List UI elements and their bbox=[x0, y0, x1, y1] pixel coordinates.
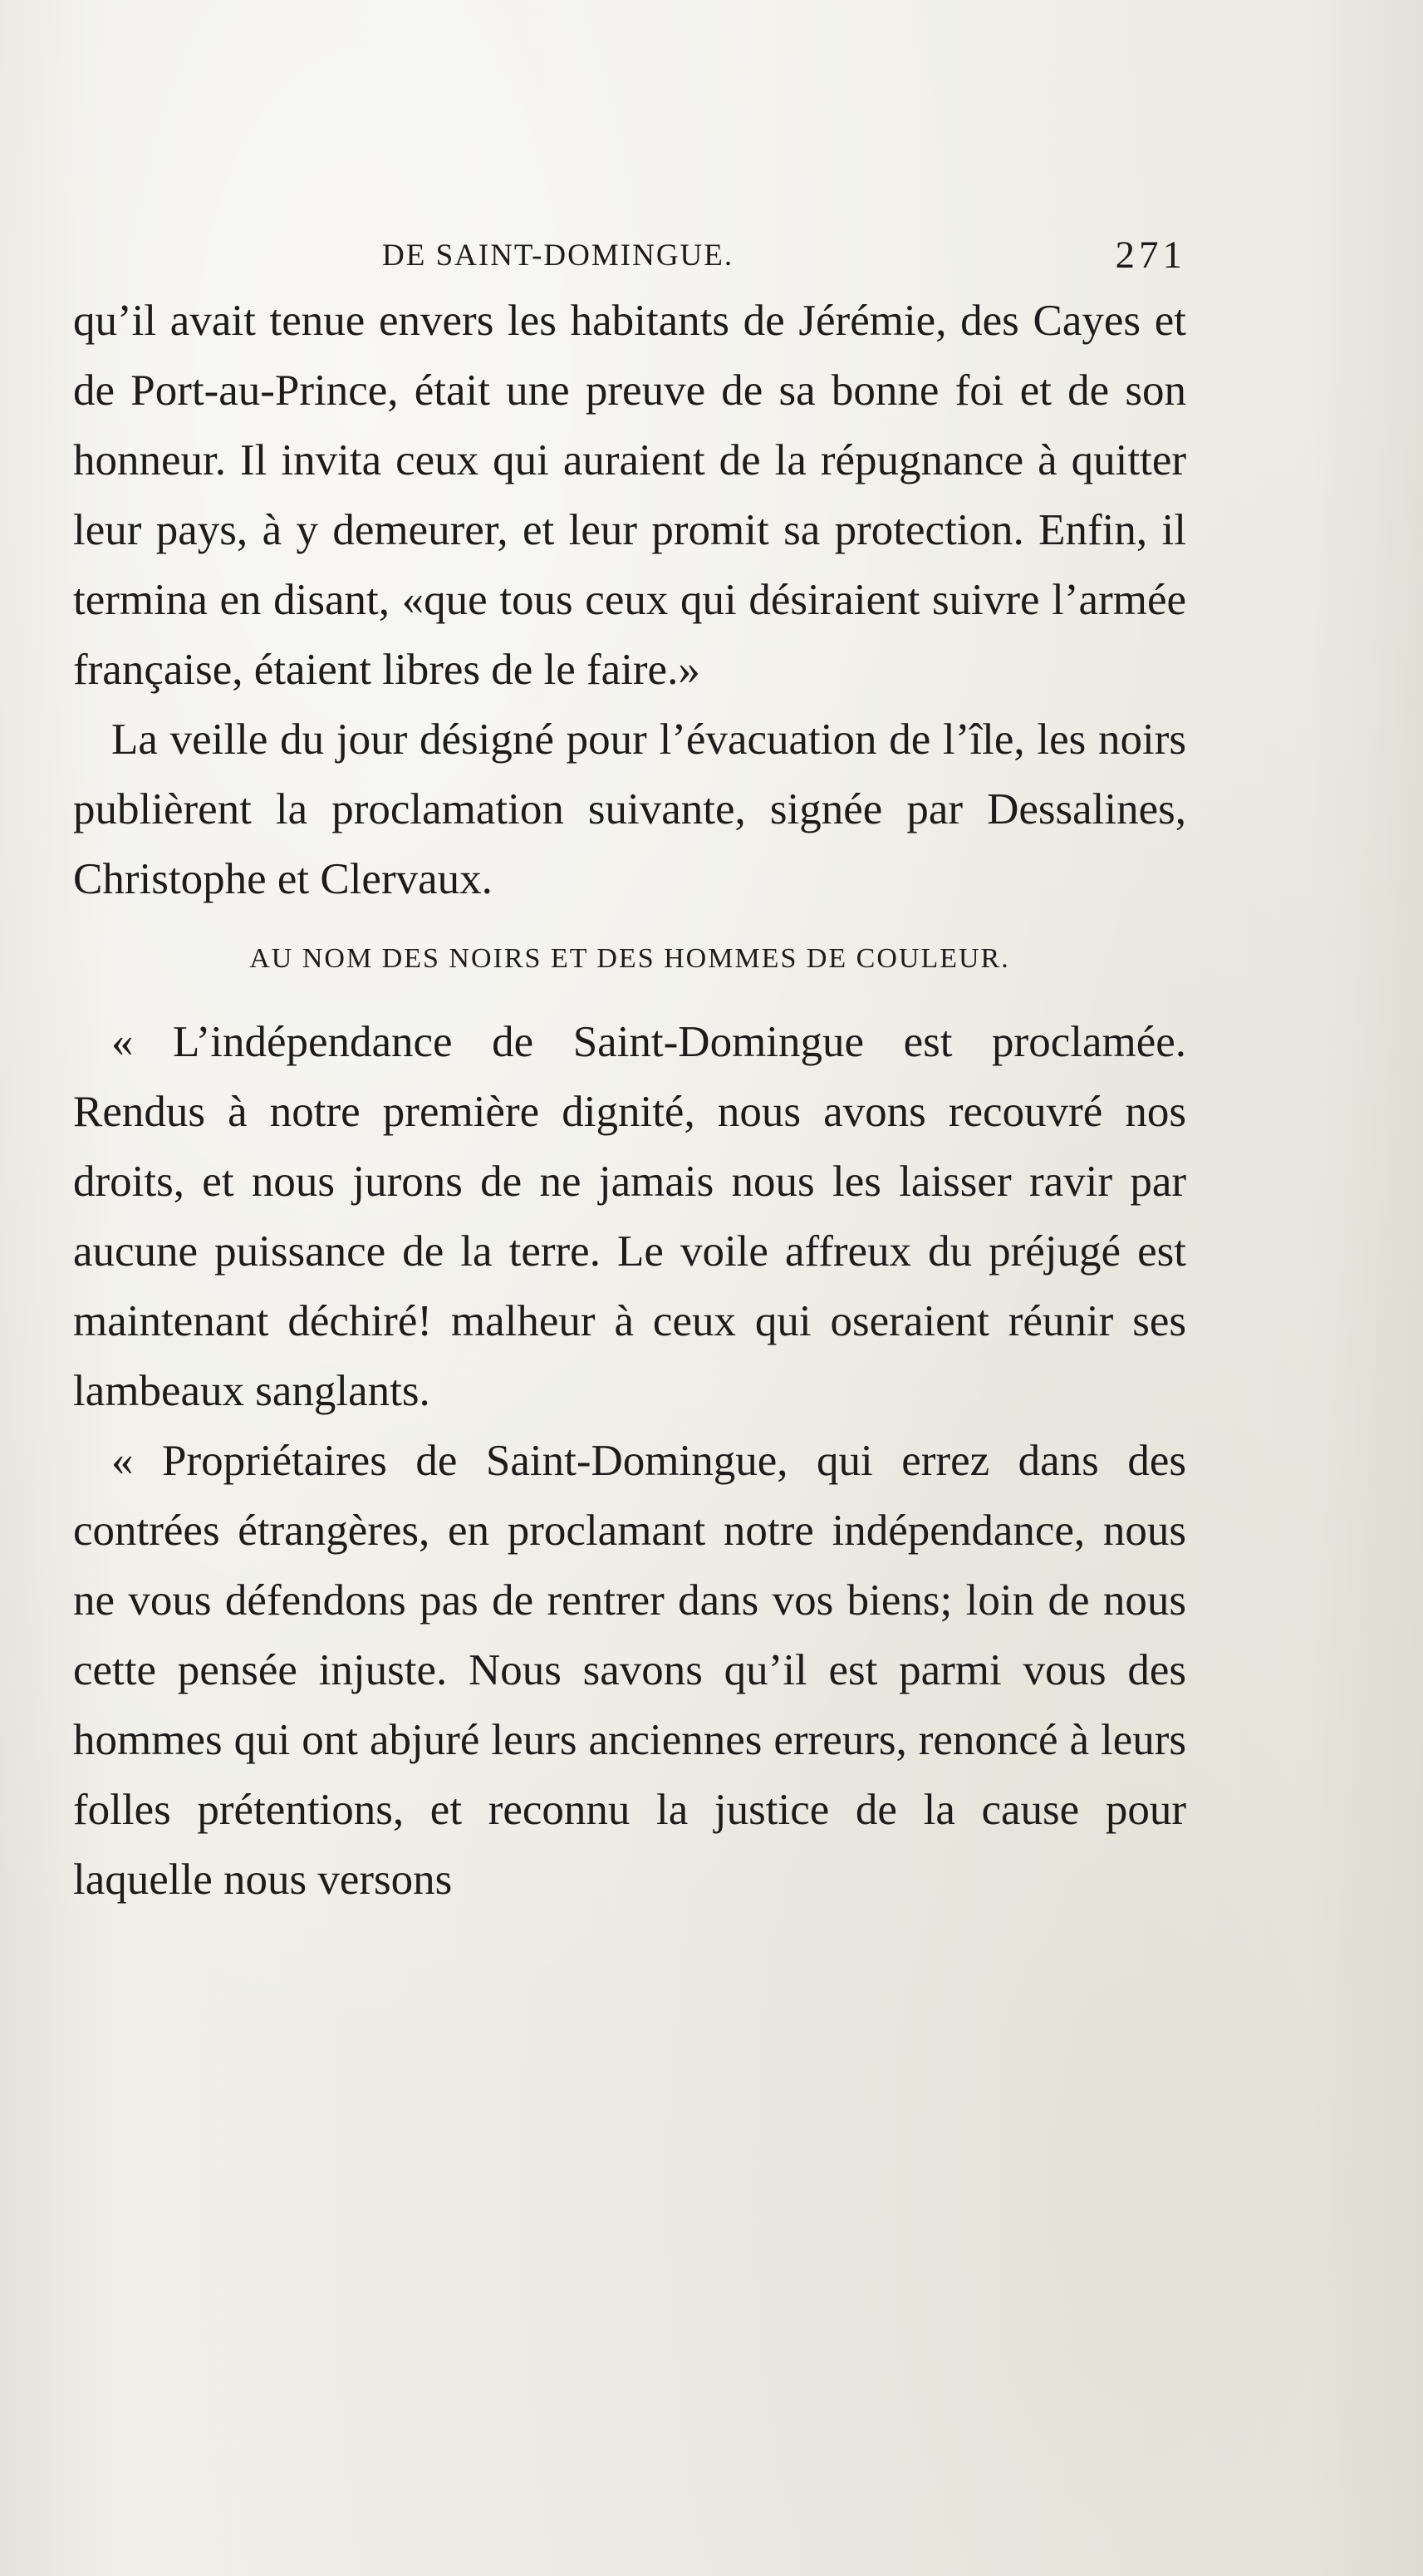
paragraph-veille: La veille du jour désigné pour l’évacuation de l’île, les noirs publièrent la proclamation suivante, signée par Dessalines, Christophe et Clervaux. bbox=[73, 715, 1186, 903]
text-block bbox=[73, 234, 1186, 1915]
running-title: DE SAINT-DOMINGUE. bbox=[382, 238, 734, 273]
paragraph-continuation: qu’il avait tenue envers les habitants de Jérémie, des Cayes et de Port-au-Prince, était une preuve de sa bonne foi et de son honneur. Il invita ceux qui auraient de la répugnance à quitter leur pays, à y demeurer, et leur promit sa protection. Enfin, il termina en disant, «que tous ceux qui désiraient suivre l’armée française, étaient libres de le faire.» bbox=[73, 297, 1186, 694]
section-heading: AU NOM DES NOIRS ET DES HOMMES DE COULEUR. bbox=[249, 943, 1010, 974]
page-number: 271 bbox=[1115, 234, 1186, 277]
proclamation-paragraph-proprietaires: « Propriétaires de Saint-Domingue, qui errez dans des contrées étrangères, en proclamant notre indépendance, nous ne vous défendons pas de rentrer dans vos biens; loin de nous cette pensée injuste. Nous savons qu’il est parmi vous des hommes qui ont abjuré leurs anciennes erreurs, renoncé à leurs folles prétentions, et reconnu la justice de la cause pour laquelle nous versons bbox=[73, 1437, 1186, 1904]
proclamation-paragraph-independance: « L’indépendance de Saint-Domingue est proclamée. Rendus à notre première dignité, nous avons recouvré nos droits, et nous jurons de ne jamais nous les laisser ravir par aucune puissance de la terre. Le voile affreux du préjugé est maintenant déchiré! malheur à ceux qui oseraient réunir ses lambeaux sanglants. bbox=[73, 1018, 1186, 1415]
running-head bbox=[73, 234, 1186, 281]
